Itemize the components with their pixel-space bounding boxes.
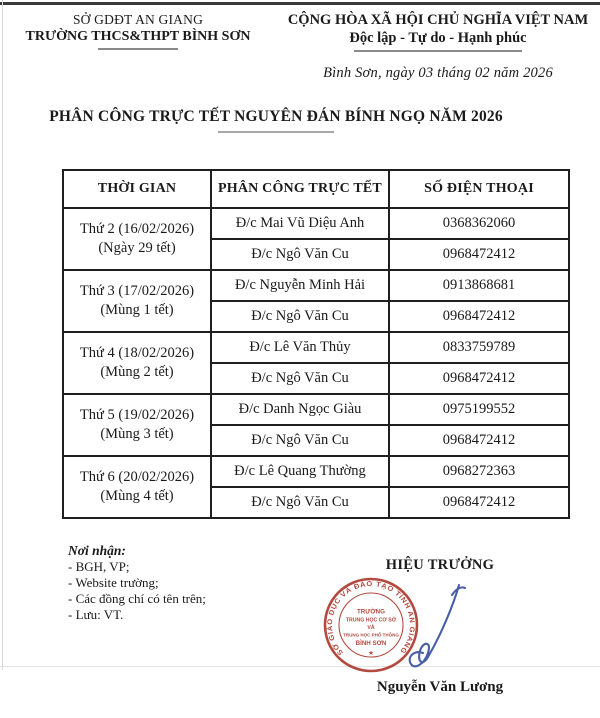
lunar-day-label: (Mùng 1 tết) (100, 302, 174, 318)
column-header-phone: SỐ ĐIỆN THOẠI (389, 170, 569, 208)
official-stamp (318, 575, 496, 687)
recipient-item: - Lưu: VT. (68, 607, 124, 623)
day-label: Thứ 3 (17/02/2026) (79, 282, 195, 299)
recipient-item: - Website trường; (68, 575, 159, 591)
department-name: SỞ GDĐT AN GIANG (72, 12, 204, 27)
phone-number: 0968472412 (389, 487, 569, 518)
title-underline (218, 131, 334, 133)
phone-number: 0833759789 (389, 332, 569, 363)
phone-number: 0968472412 (389, 239, 569, 270)
phone-number: 0368362060 (389, 208, 569, 239)
lunar-day-label: (Ngày 29 tết) (98, 240, 176, 256)
signer-name: Nguyễn Văn Lương (376, 679, 504, 695)
document-footer (0, 543, 600, 718)
table-row (63, 208, 569, 239)
scan-top-edge (0, 2, 600, 5)
phone-number: 0968472412 (389, 425, 569, 456)
duty-person: Đ/c Nguyễn Minh Hải (211, 270, 389, 301)
stamp-circle-group (325, 579, 417, 671)
stamp-line-2: TRUNG HỌC CƠ SỞ (345, 617, 397, 624)
phone-number: 0968472412 (389, 363, 569, 394)
duty-person: Đ/c Ngô Văn Cu (211, 487, 389, 518)
stamp-line-4: TRUNG HỌC PHỔ THÔNG (343, 632, 399, 638)
time-cell (63, 394, 211, 456)
day-label: Thứ 2 (16/02/2026) (79, 220, 195, 237)
phone-number: 0968272363 (389, 456, 569, 487)
stamp-line-1: TRƯỜNG (357, 608, 385, 616)
duty-person: Đ/c Ngô Văn Cu (211, 301, 389, 332)
right-header-underline (354, 50, 522, 52)
day-label: Thứ 6 (20/02/2026) (79, 468, 195, 485)
time-cell (63, 270, 211, 332)
day-label: Thứ 4 (18/02/2026) (79, 344, 195, 361)
page-title: PHÂN CÔNG TRỰC TẾT NGUYÊN ĐÁN BÍNH NGỌ NĂM 2026 (49, 108, 503, 125)
duty-person: Đ/c Danh Ngọc Giàu (211, 394, 389, 425)
document-header (0, 0, 600, 82)
duty-person: Đ/c Lê Quang Thường (211, 456, 389, 487)
signer-title: HIỆU TRƯỞNG (385, 557, 495, 573)
lunar-day-label: (Mùng 4 tết) (100, 488, 174, 504)
day-label: Thứ 5 (19/02/2026) (79, 406, 195, 423)
phone-number: 0975199552 (389, 394, 569, 425)
stamp-line-3: VÀ (367, 625, 375, 631)
issuing-org-block (0, 12, 276, 82)
stamp-ring-text: SỞ GIÁO DỤC VÀ ĐÀO TẠO TỈNH AN GIANG (326, 580, 416, 656)
duty-schedule-table (62, 169, 570, 519)
schedule-table-body (63, 208, 569, 518)
table-row (63, 270, 569, 301)
time-cell (63, 456, 211, 518)
motto-line: Độc lập - Tự do - Hạnh phúc (349, 30, 527, 46)
duty-person: Đ/c Lê Văn Thủy (211, 332, 389, 363)
column-header-time: THỜI GIAN (63, 170, 211, 208)
recipients-title: Nơi nhận: (68, 543, 126, 558)
duty-person: Đ/c Mai Vũ Diệu Anh (211, 208, 389, 239)
phone-number: 0968472412 (389, 301, 569, 332)
recipient-item: - Các đồng chí có tên trên; (68, 591, 206, 607)
left-header-underline (98, 48, 178, 50)
table-row (63, 456, 569, 487)
national-motto-block (276, 12, 600, 82)
country-title: CỘNG HÒA XÃ HỘI CHỦ NGHĨA VIỆT NAM (287, 12, 589, 28)
recipient-item: - BGH, VP; (68, 559, 130, 575)
stamp-line-5: BÌNH SƠN (355, 640, 387, 647)
table-header-row (63, 170, 569, 208)
lunar-day-label: (Mùng 2 tết) (100, 364, 174, 380)
duty-person: Đ/c Ngô Văn Cu (211, 363, 389, 394)
title-block (0, 108, 576, 133)
duty-person: Đ/c Ngô Văn Cu (211, 425, 389, 456)
lunar-day-label: (Mùng 3 tết) (100, 426, 174, 442)
school-name: TRƯỜNG THCS&THPT BÌNH SƠN (25, 29, 251, 44)
time-cell (63, 208, 211, 270)
time-cell (63, 332, 211, 394)
duty-person: Đ/c Ngô Văn Cu (211, 239, 389, 270)
table-row (63, 394, 569, 425)
stamp-star-icon: ★ (368, 650, 374, 657)
phone-number: 0913868681 (389, 270, 569, 301)
column-header-assignment: PHÂN CÔNG TRỰC TẾT (211, 170, 389, 208)
table-row (63, 332, 569, 363)
place-date-line: Bình Sơn, ngày 03 tháng 02 năm 2026 (323, 65, 553, 81)
